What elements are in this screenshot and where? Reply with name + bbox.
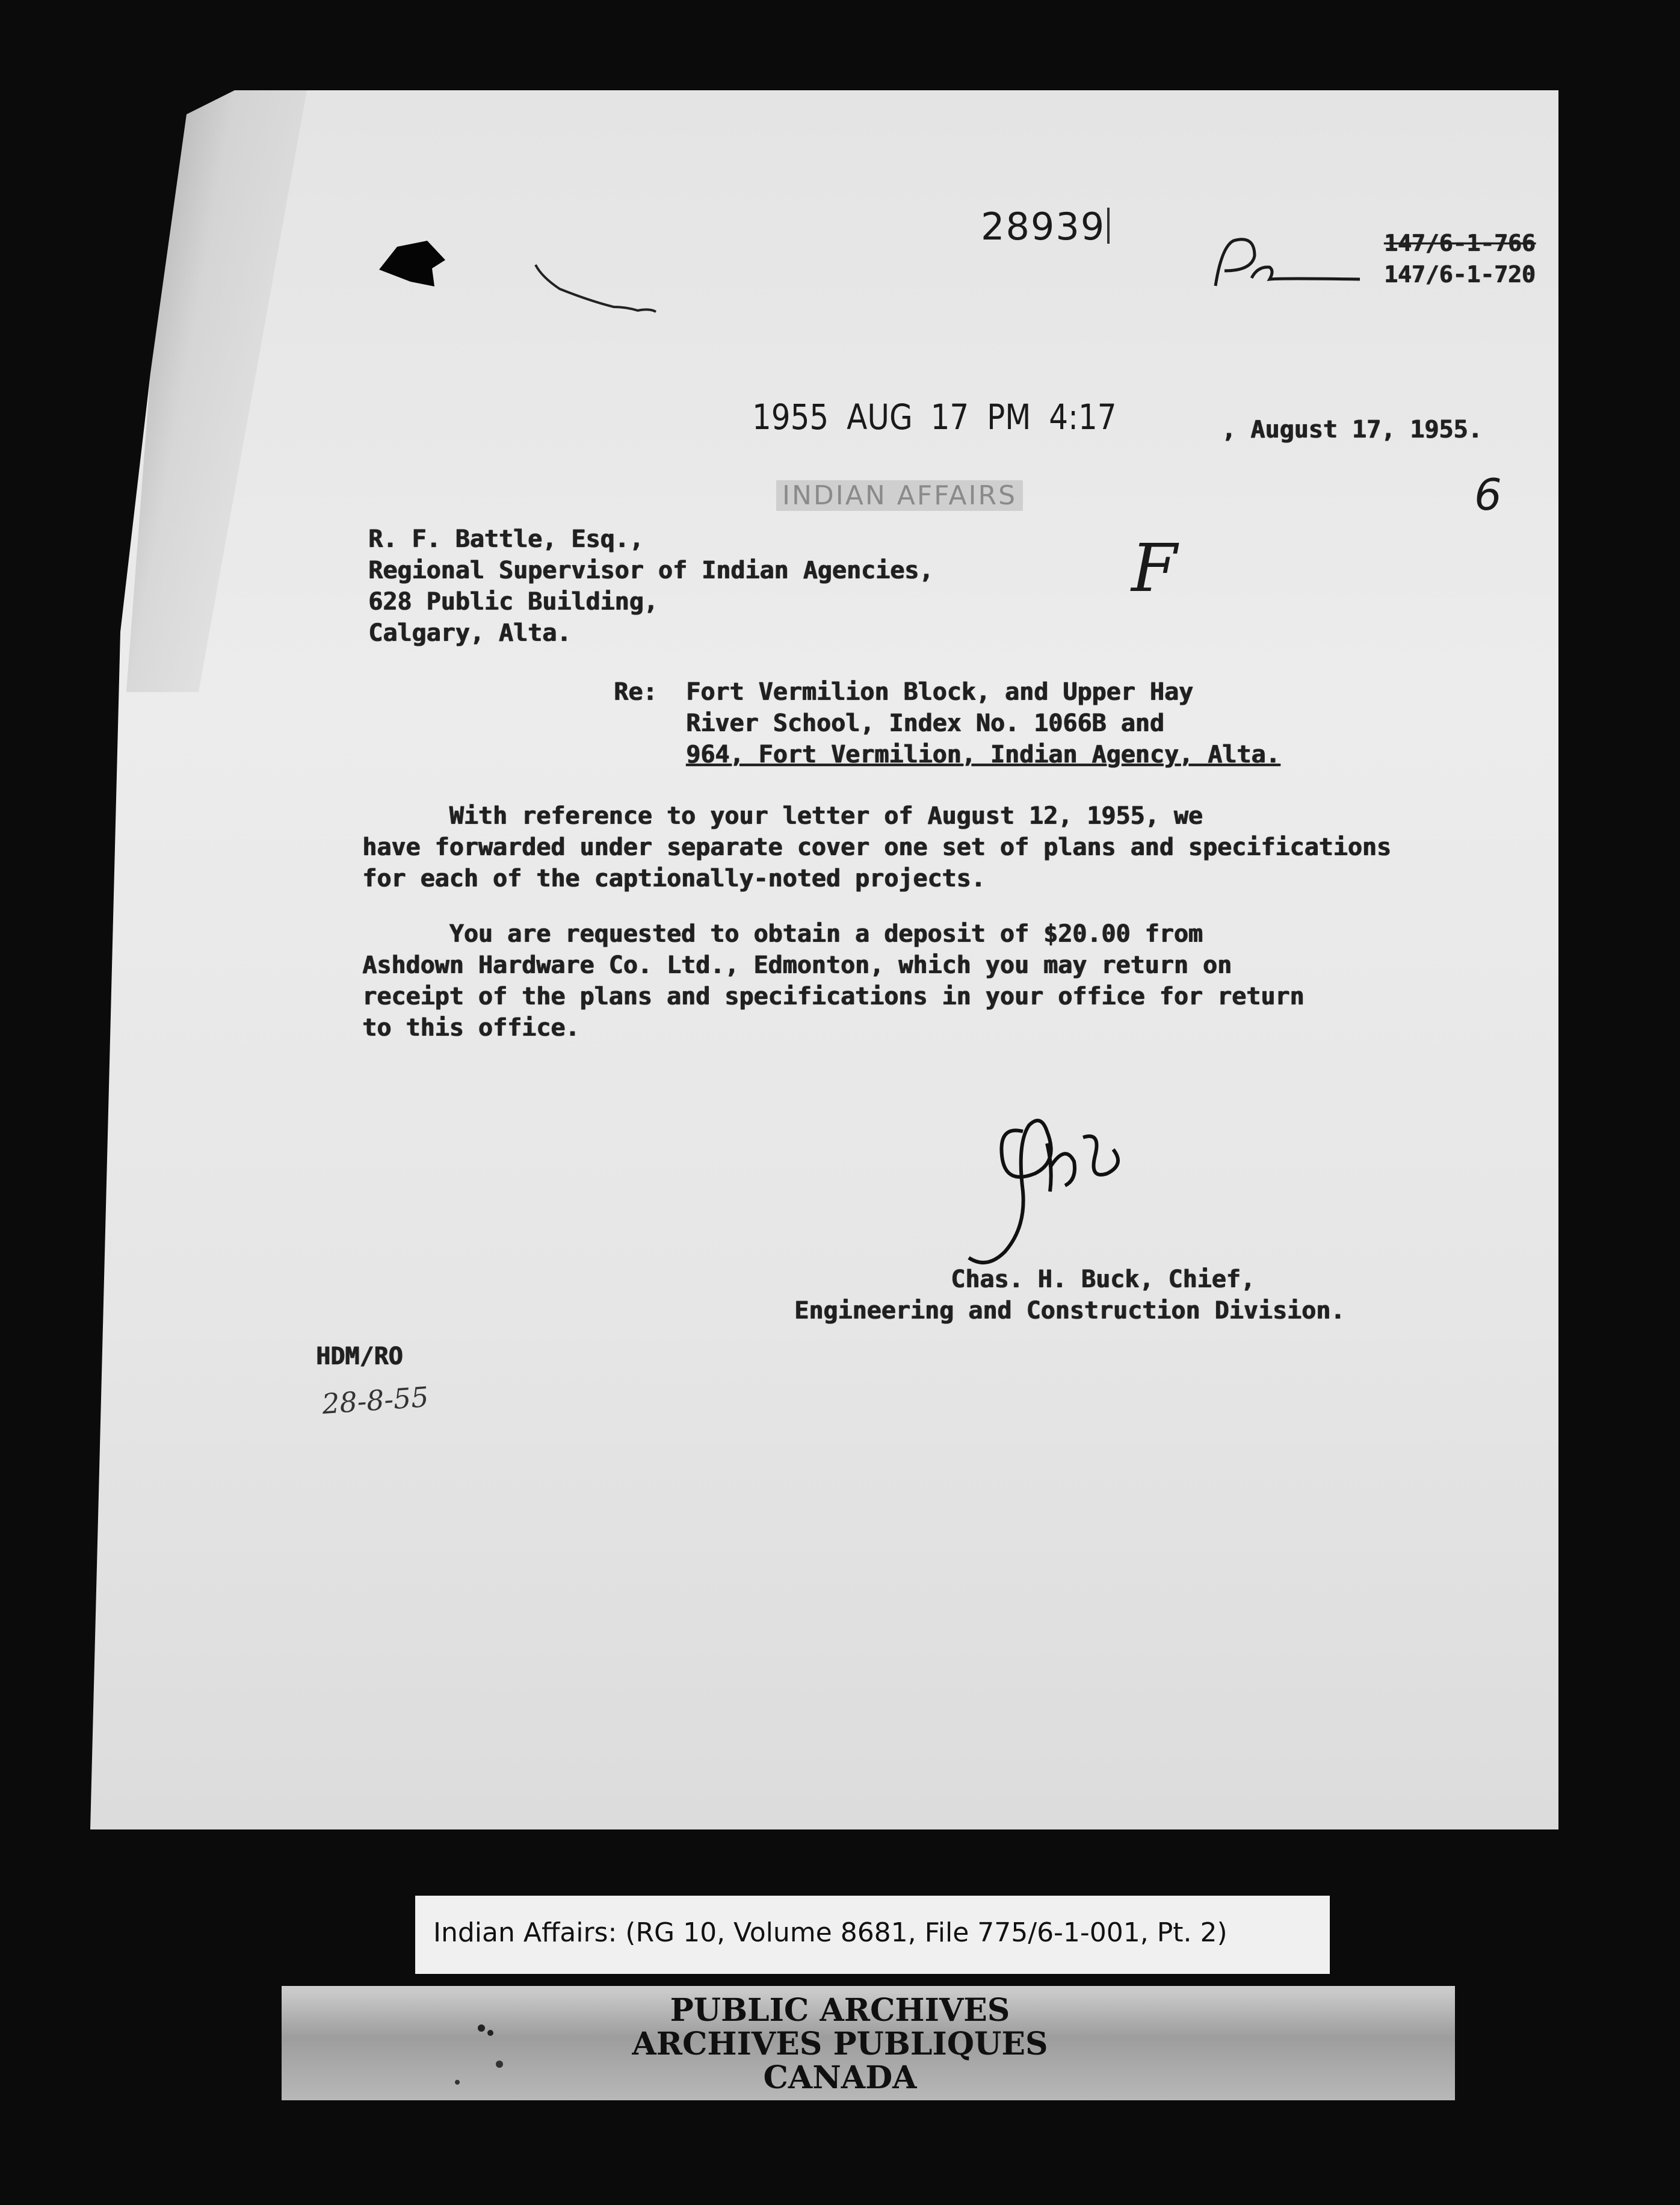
number-box-edge bbox=[1107, 208, 1110, 244]
archive-reference: Indian Affairs: (RG 10, Volume 8681, File 775/6-1-001, Pt. 2) bbox=[433, 1917, 1228, 1948]
re-label: Re: bbox=[614, 678, 658, 706]
paragraph-line: With reference to your letter of August 12, 1955, we bbox=[362, 802, 1203, 830]
paragraph-line: to this office. bbox=[362, 1014, 580, 1042]
addressee-line: Calgary, Alta. bbox=[368, 619, 572, 647]
addressee-line: Regional Supervisor of Indian Agencies, bbox=[368, 557, 934, 584]
signature-name: Chas. H. Buck, Chief, bbox=[951, 1266, 1255, 1293]
re-line: 964, Fort Vermilion, Indian Agency, Alta. bbox=[686, 741, 1280, 769]
paragraph-line: You are requested to obtain a deposit of $20.00 from bbox=[362, 920, 1203, 948]
paragraph-line: Ashdown Hardware Co. Ltd., Edmonton, which you may return on bbox=[362, 951, 1232, 979]
re-line: River School, Index No. 1066B and bbox=[686, 710, 1164, 737]
page-mark: 6 bbox=[1474, 469, 1502, 520]
document-number-stamp: 28939 bbox=[981, 205, 1106, 249]
paragraph-line: for each of the captionally-noted projects. bbox=[362, 865, 986, 892]
received-date-stamp: 1955 AUG 17 PM 4:17 bbox=[752, 397, 1117, 438]
addressee-line: 628 Public Building, bbox=[368, 588, 658, 616]
archive-line: CANADA bbox=[763, 2059, 917, 2096]
margin-mark: F bbox=[1131, 530, 1178, 607]
typist-initials: HDM/RO bbox=[316, 1343, 403, 1370]
file-reference: 147/6-1-720 bbox=[1384, 261, 1536, 288]
handwritten-note: 28-8-55 bbox=[321, 1380, 430, 1421]
paper-marks bbox=[361, 217, 698, 325]
file-reference-crossed: 147/6-1-766 bbox=[1384, 230, 1536, 256]
archive-line: PUBLIC ARCHIVES bbox=[670, 1992, 1010, 2029]
signature-title: Engineering and Construction Division. bbox=[794, 1297, 1345, 1325]
re-line: Fort Vermilion Block, and Upper Hay bbox=[686, 678, 1193, 706]
handwritten-initials bbox=[1197, 229, 1366, 295]
archive-line: ARCHIVES PUBLIQUES bbox=[632, 2026, 1048, 2062]
received-department-stamp: INDIAN AFFAIRS bbox=[776, 480, 1023, 511]
paragraph-line: receipt of the plans and specifications in your office for return bbox=[362, 983, 1305, 1010]
addressee-line: R. F. Battle, Esq., bbox=[368, 525, 644, 553]
handwritten-signature bbox=[945, 1107, 1173, 1288]
letter-date: , August 17, 1955. bbox=[1221, 416, 1483, 444]
paragraph-line: have forwarded under separate cover one set of plans and specifications bbox=[362, 833, 1391, 861]
